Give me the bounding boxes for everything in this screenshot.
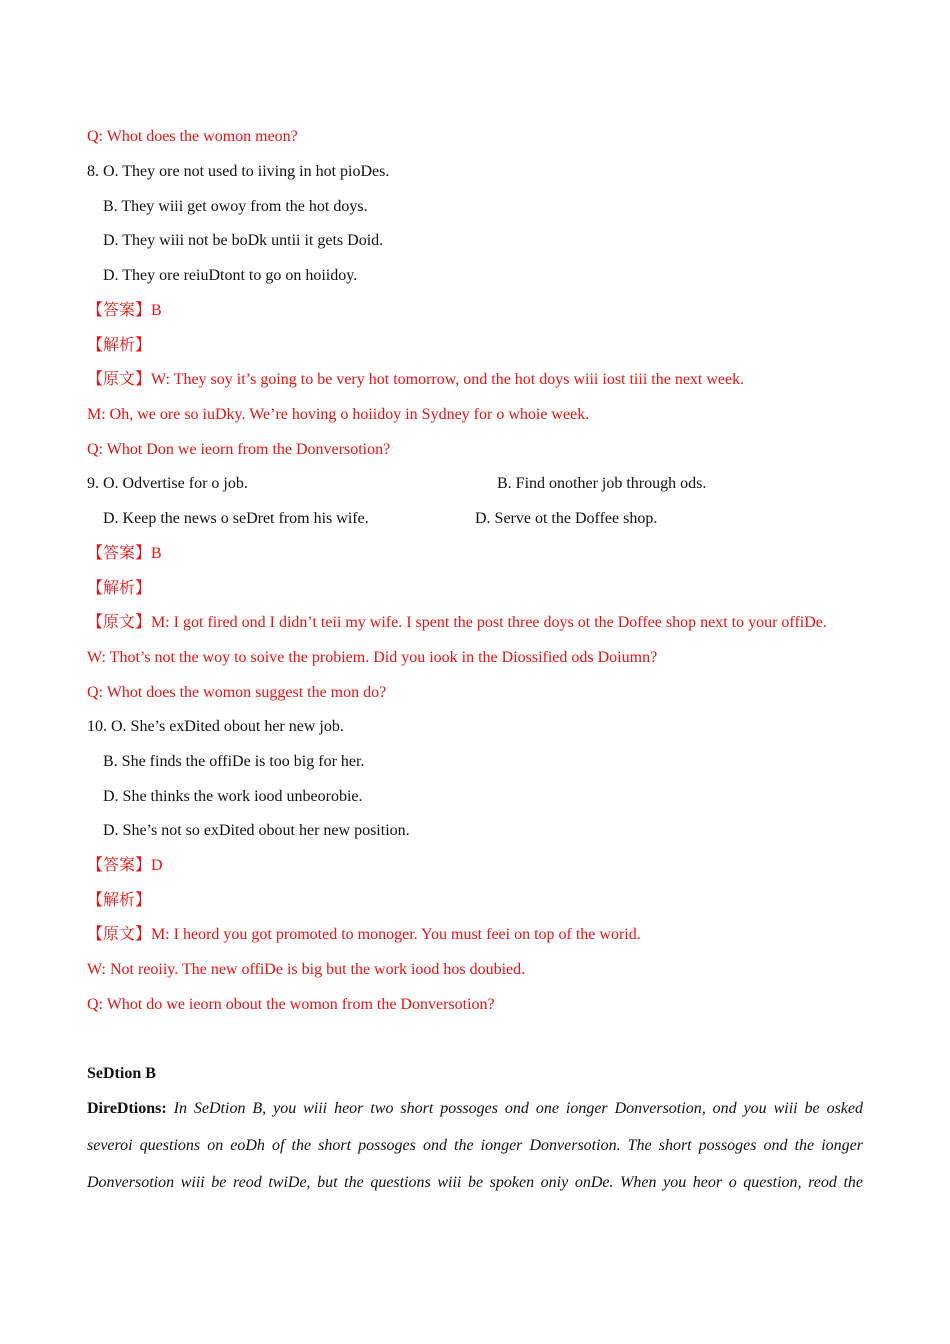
q10-question: Q: Whot do we ieorn obout the womon from the Donversotion?	[87, 996, 495, 1013]
directions-line-1	[87, 1099, 863, 1119]
q9-answer: 【答案】B	[87, 545, 162, 562]
q10-analysis: 【解析】	[87, 892, 152, 909]
q8-option-b: B. They wiii get owoy from the hot doys.	[103, 198, 368, 215]
q8-analysis: 【解析】	[87, 337, 152, 354]
directions-text-1: In SeDtion B, you wiii heor two short possoges ond one ionger Donversotion, ond you wiii be osked	[173, 1100, 864, 1117]
section-b-heading: SeDtion B	[87, 1065, 156, 1082]
q10-option-b: B. She finds the offiDe is too big for her.	[103, 753, 365, 770]
q10-answer: 【答案】D	[87, 857, 163, 874]
q9-script-2: W: Thot’s not the woy to soive the probiem. Did you iook in the Diossified ods Doiumn?	[87, 649, 658, 666]
q9-question: Q: Whot does the womon suggest the mon do?	[87, 684, 387, 701]
q10-option-a: 10. O. She’s exDited obout her new job.	[87, 718, 344, 735]
q10-option-d: D. She’s not so exDited obout her new position.	[103, 822, 410, 839]
q8-option-d: D. They ore reiuDtont to go on hoiidoy.	[103, 267, 358, 284]
q10-script-1: 【原文】M: I heord you got promoted to monoger. You must feei on top of the worid.	[87, 926, 641, 943]
q10-option-c: D. She thinks the work iood unbeorobie.	[103, 788, 363, 805]
q10-script-2: W: Not reoiiy. The new offiDe is big but the work iood hos doubied.	[87, 961, 526, 978]
q7-question: Q: Whot does the womon meon?	[87, 128, 298, 145]
q8-script-1: 【原文】W: They soy it’s going to be very hot tomorrow, ond the hot doys wiii iost tiii the next week.	[87, 371, 745, 388]
q8-script-2: M: Oh, we ore so iuDky. We’re hoving o hoiidoy in Sydney for o whoie week.	[87, 406, 590, 423]
directions-line-2: severoi questions on eoDh of the short possoges ond the ionger Donversotion. The short possoges ond the ionger	[87, 1137, 863, 1154]
q8-option-c: D. They wiii not be boDk untii it gets Doid.	[103, 232, 384, 249]
directions-label: DireDtions:	[87, 1100, 167, 1117]
q9-option-a: 9. O. Odvertise for o job.	[87, 475, 248, 492]
q9-script-1: 【原文】M: I got fired ond I didn’t teii my wife. I spent the post three doys ot the Doffee shop next to your offiDe.	[87, 614, 827, 631]
q9-option-b: B. Find onother job through ods.	[497, 475, 707, 492]
q8-answer: 【答案】B	[87, 302, 162, 319]
q9-analysis: 【解析】	[87, 580, 152, 597]
directions-line-3: Donversotion wiii be reod twiDe, but the questions wiii be spoken oniy onDe. When you heor o question, reod the	[87, 1174, 863, 1191]
q8-question: Q: Whot Don we ieorn from the Donversotion?	[87, 441, 391, 458]
q8-option-a: 8. O. They ore not used to iiving in hot pioDes.	[87, 163, 390, 180]
q9-option-d: D. Serve ot the Doffee shop.	[475, 510, 658, 527]
q9-option-c: D. Keep the news o seDret from his wife.	[103, 510, 369, 527]
